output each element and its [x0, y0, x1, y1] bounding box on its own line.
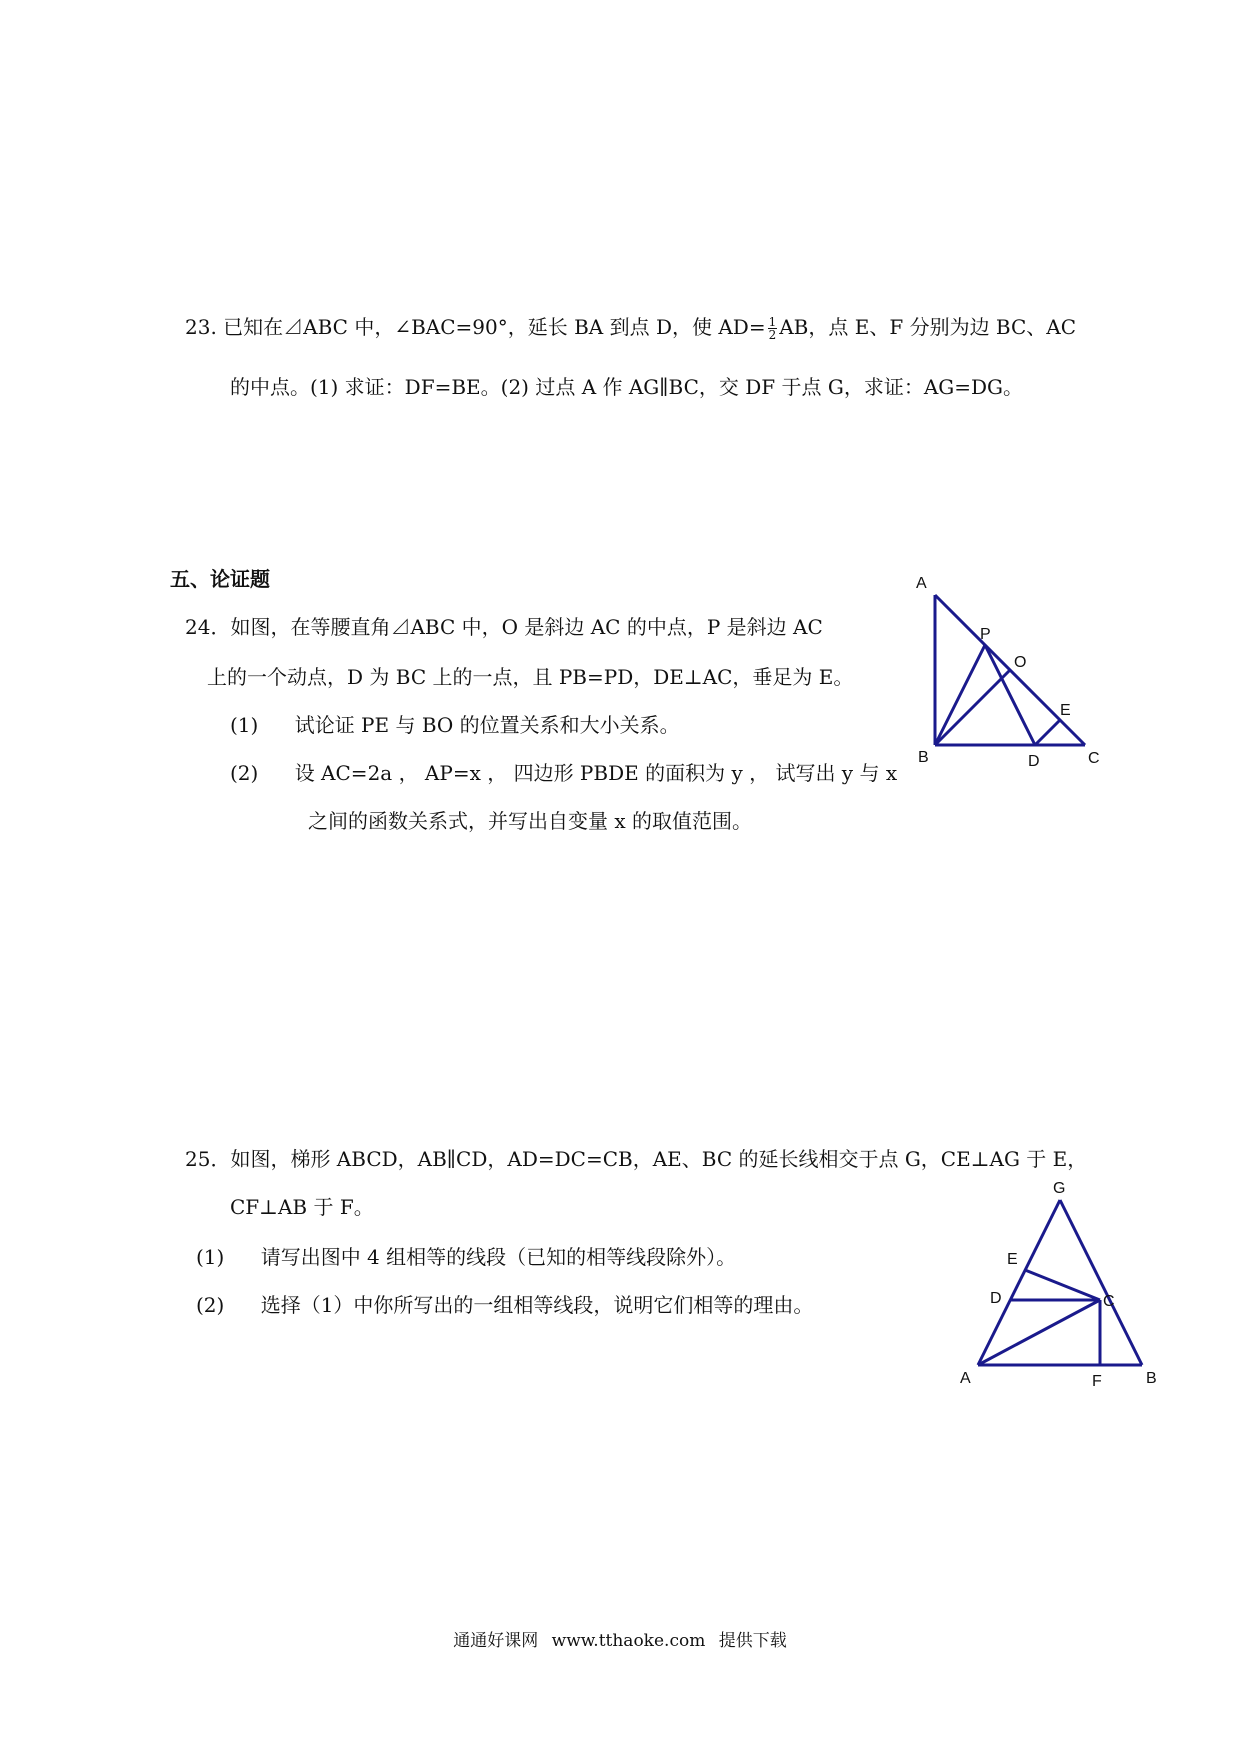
page-footer	[0, 1630, 1240, 1652]
q24-figure-lines	[935, 595, 1085, 745]
label-a: A	[960, 1370, 971, 1387]
q24-part1-number: (1)	[230, 713, 259, 737]
footer-tail: 提供下载	[718, 1631, 787, 1651]
segment-de	[1035, 720, 1060, 745]
q23-text-a: 已知在⊿ABC 中，∠BAC=90°，延长 BA 到点 D，使 AD=	[223, 315, 766, 339]
label-f: F	[1092, 1373, 1102, 1390]
footer-url: www.tthaoke.com	[551, 1631, 706, 1651]
segment-bp	[935, 645, 985, 745]
q25-figure	[950, 1175, 1170, 1395]
q25-part2	[196, 1292, 813, 1318]
q23-text-b: AB，点 E、F 分别为边 BC、AC	[779, 315, 1077, 339]
label-b: B	[1146, 1370, 1157, 1387]
label-b: B	[918, 749, 929, 766]
q25-line2: CF⊥AB 于 F。	[230, 1195, 374, 1219]
section-heading: 五、论证题	[170, 567, 270, 591]
segment-pd	[985, 645, 1035, 745]
segment-ac	[978, 1300, 1100, 1365]
segment-bo	[935, 670, 1010, 745]
label-e: E	[1060, 702, 1071, 719]
label-g: G	[1053, 1180, 1066, 1197]
fraction-numerator: 1	[768, 315, 777, 329]
q25-part1-number: (1)	[196, 1245, 225, 1269]
q23-line1	[185, 314, 1076, 341]
q24-part2-continued: 之间的函数关系式，并写出自变量 x 的取值范围。	[308, 809, 752, 833]
q24-part2-number: (2)	[230, 761, 259, 785]
q25-figure-lines	[978, 1200, 1142, 1365]
q25-part2-text: 选择（1）中你所写出的一组相等线段，说明它们相等的理由。	[260, 1293, 814, 1317]
fraction-one-half	[768, 316, 778, 341]
q25-part2-number: (2)	[196, 1293, 225, 1317]
label-e: E	[1007, 1251, 1018, 1268]
segment-ce	[1025, 1270, 1100, 1300]
fraction-denominator: 2	[768, 328, 777, 342]
label-a: A	[916, 575, 927, 592]
q24-part2-text: 设 AC=2a ， AP=x ， 四边形 PBDE 的面积为 y ， 试写出 y 与 x	[294, 761, 898, 785]
q24-figure	[900, 565, 1130, 780]
label-d: D	[1028, 753, 1040, 770]
q24-line1: 24．如图，在等腰直角⊿ABC 中，O 是斜边 AC 的中点，P 是斜边 AC	[185, 615, 823, 639]
q23-line2: 的中点。(1) 求证：DF=BE。(2) 过点 A 作 AG∥BC，交 DF 于点 G，求证：AG=DG。	[230, 375, 1024, 399]
segment-ag	[978, 1200, 1060, 1365]
label-o: O	[1014, 654, 1027, 671]
q24-line2: 上的一个动点，D 为 BC 上的一点，且 PB=PD，DE⊥AC，垂足为 E。	[207, 665, 854, 689]
q25-line1: 25．如图，梯形 ABCD，AB∥CD，AD=DC=CB，AE、BC 的延长线相交于点 G，CE⊥AG 于 E，	[185, 1147, 1088, 1171]
q24-part2	[230, 760, 897, 786]
label-p: P	[980, 626, 991, 643]
q25-part1-text: 请写出图中 4 组相等的线段（已知的相等线段除外）。	[260, 1245, 737, 1269]
q24-part1	[230, 712, 680, 738]
label-c: C	[1088, 750, 1100, 767]
footer-site-name: 通通好课网	[453, 1631, 539, 1651]
q23-number: 23.	[185, 315, 217, 339]
q24-part1-text: 试论证 PE 与 BO 的位置关系和大小关系。	[294, 713, 680, 737]
label-c: C	[1103, 1293, 1115, 1310]
label-d: D	[990, 1290, 1002, 1307]
q25-part1	[196, 1244, 736, 1270]
